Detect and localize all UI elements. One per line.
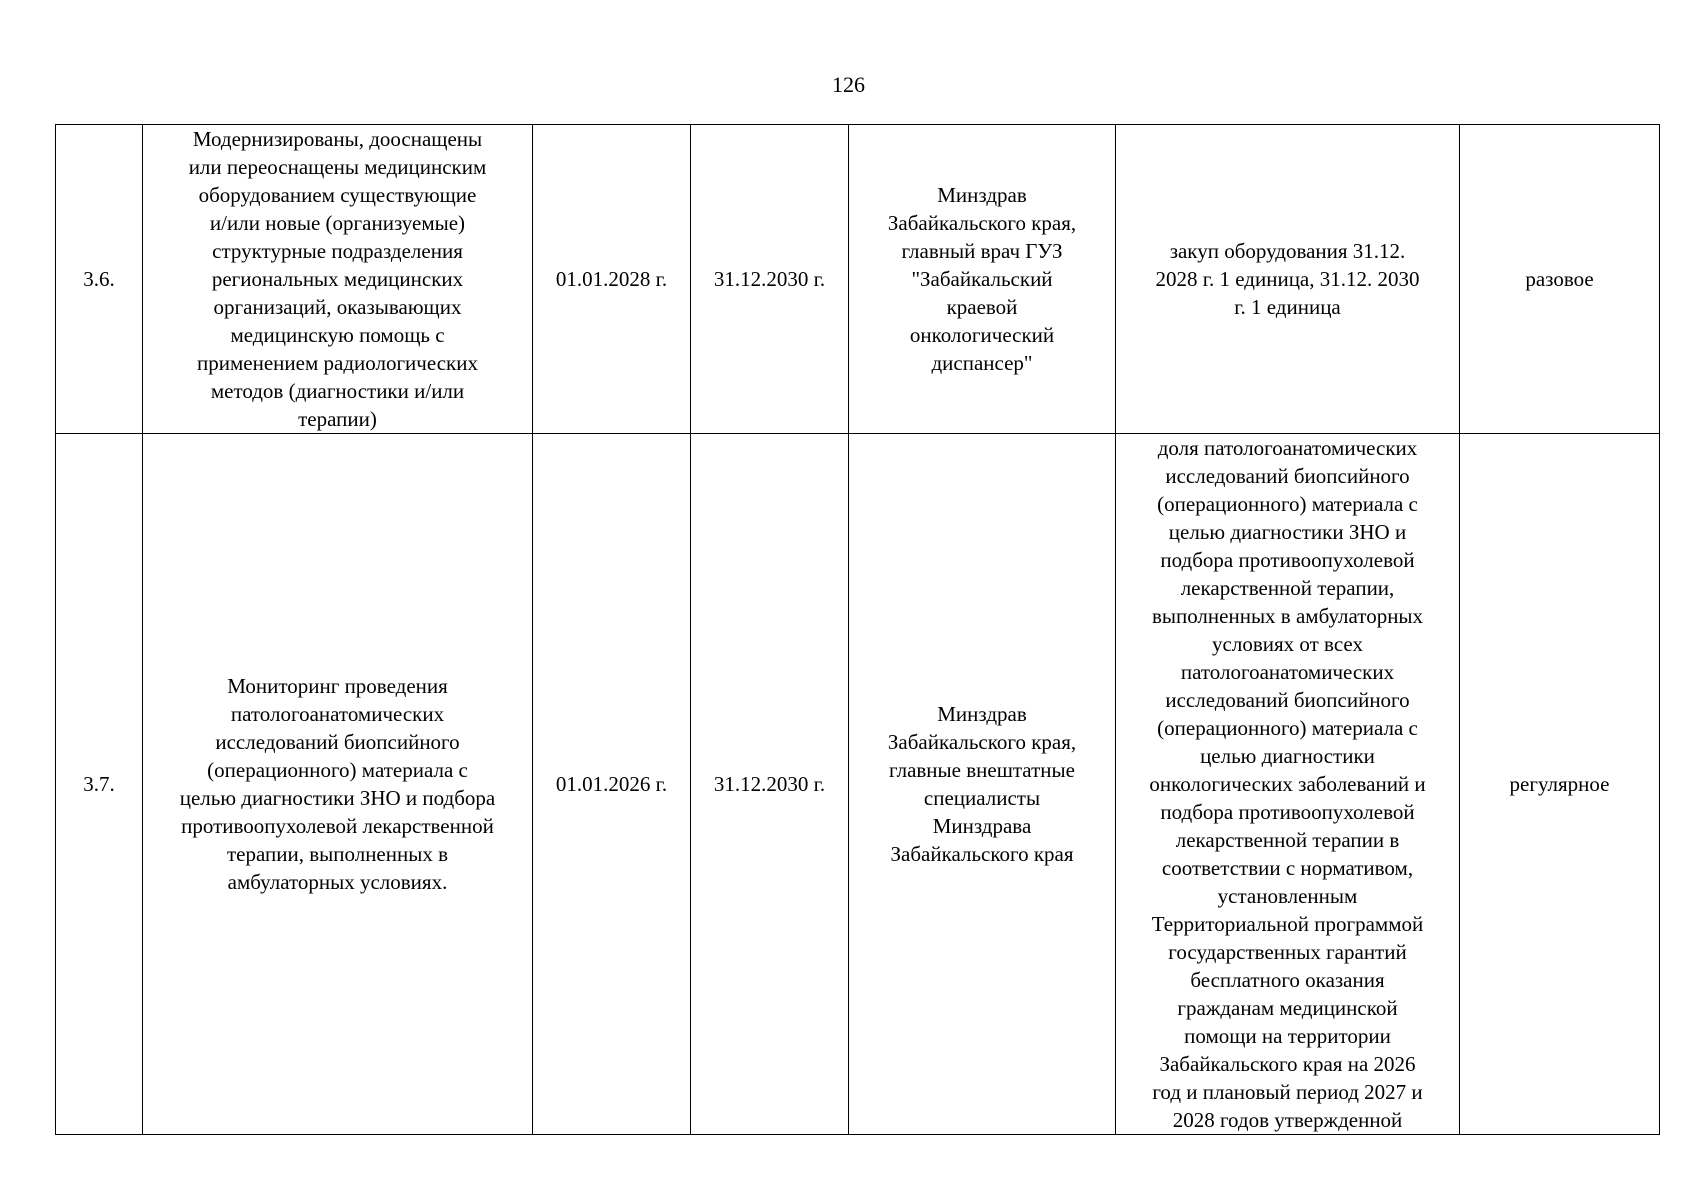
responsible-cell: Минздрав Забайкальского края, главные внештатные специалисты Минздрава Забайкальского края [849,434,1116,1135]
measure-type-cell: регулярное [1460,434,1660,1135]
table-row [56,434,1660,1135]
measure-type-cell: разовое [1460,125,1660,434]
measure-name-cell: Модернизированы, дооснащены или переоснащены медицинским оборудованием существующие и/или новые (организуемые) структурные подразделения региональных медицинских организаций, оказывающих медицинскую помощь с применением радиологических методов (диагностики и/или терапии) [143,125,533,434]
measure-name-cell: Мониторинг проведения патологоанатомических исследований биопсийного (операционного) материала с целью диагностики ЗНО и подбора противоопухолевой лекарственной терапии, выполненных в амбулаторных условиях. [143,434,533,1135]
page-number: 126 [832,72,865,97]
start-date-cell: 01.01.2028 г. [533,125,691,434]
measures-table [55,124,1660,1135]
end-date-cell: 31.12.2030 г. [691,434,849,1135]
row-number-cell: 3.7. [56,434,143,1135]
start-date-cell: 01.01.2026 г. [533,434,691,1135]
indicator-cell: доля патологоанатомических исследований биопсийного (операционного) материала с целью диагностики ЗНО и подбора противоопухолевой лекарственной терапии, выполненных в амбулаторных условиях от всех патологоанатомических исследований биопсийного (операционного) материала с целью диагностики онкологических заболеваний и подбора противоопухолевой лекарственной терапии в соответствии с нормативом, установленным Территориальной программой государственных гарантий бесплатного оказания гражданам медицинской помощи на территории Забайкальского края на 2026 год и плановый период 2027 и 2028 годов утвержденной [1116,434,1460,1135]
end-date-cell: 31.12.2030 г. [691,125,849,434]
table-row [56,125,1660,434]
responsible-cell: Минздрав Забайкальского края, главный врач ГУЗ "Забайкальский краевой онкологический диспансер" [849,125,1116,434]
row-number-cell: 3.6. [56,125,143,434]
indicator-cell: закуп оборудования 31.12. 2028 г. 1 единица, 31.12. 2030 г. 1 единица [1116,125,1460,434]
